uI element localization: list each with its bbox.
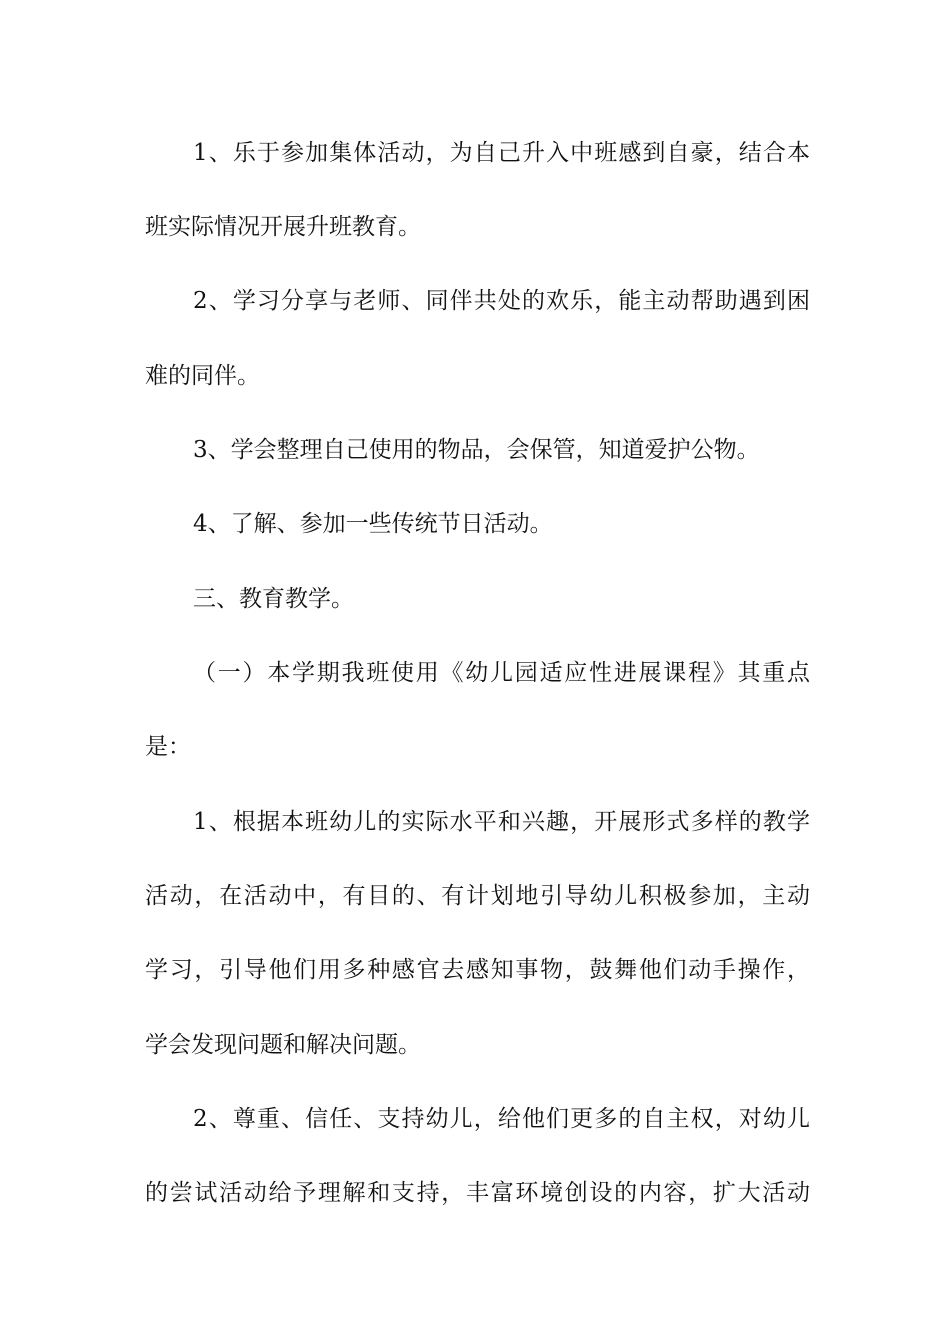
goal-3-line: 3、学会整理自己使用的物品，会保管，知道爱护公物。: [193, 437, 760, 463]
item-1-line-1: 1、根据本班幼儿的实际水平和兴趣，开展形式多样的教学: [193, 809, 810, 835]
item-1-line-4: 学会发现问题和解决问题。: [145, 1032, 421, 1058]
goal-4-line: 4、了解、参加一些传统节日活动。: [193, 511, 553, 537]
item-2-line-2: 的尝试活动给予理解和支持，丰富环境创设的内容，扩大活动: [145, 1180, 810, 1206]
subsection-intro-line-1: （一）本学期我班使用《幼儿园适应性进展课程》其重点: [193, 660, 810, 686]
goal-2-line-2: 难的同伴。: [145, 363, 260, 389]
item-1-line-2: 活动，在活动中，有目的、有计划地引导幼儿积极参加，主动: [145, 883, 810, 909]
goal-1-line-1: 1、乐于参加集体活动，为自己升入中班感到自豪，结合本: [193, 140, 810, 166]
section-heading: 三、教育教学。: [193, 586, 354, 612]
item-1-line-3: 学习，引导他们用多种感官去感知事物，鼓舞他们动手操作，: [145, 957, 810, 983]
goal-1-line-2: 班实际情况开展升班教育。: [145, 214, 421, 240]
subsection-intro-line-2: 是：: [145, 734, 191, 760]
goal-2-line-1: 2、学习分享与老师、同伴共处的欢乐，能主动帮助遇到困: [193, 288, 810, 314]
item-2-line-1: 2、尊重、信任、支持幼儿，给他们更多的自主权，对幼儿: [193, 1106, 810, 1132]
